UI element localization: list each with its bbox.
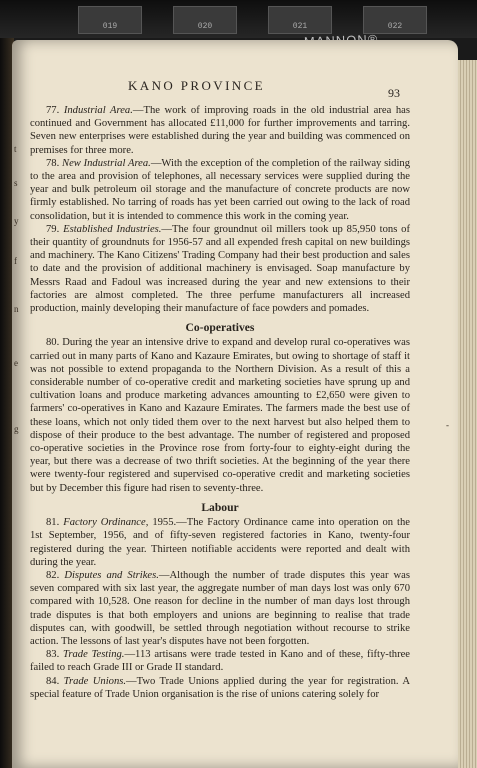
film-frame xyxy=(363,6,427,34)
paragraph-text: —The four groundnut oil millers took up 85,950 tons of their quantity of groundnuts for 1956-57 and all expended fresh capital on new buildings and machinery. The Kano Citizens' Trading Company had their best production and sales to date and the provision of additional machinery is envisaged. Soap manufacture by Messrs Raad and Fadoul was increased during the year and new extensions to their factories are almost completed. The three perfume manufacturers all increased production, mainly developing their manufacture of face powders and pomades. xyxy=(30,223,410,315)
film-frame xyxy=(78,6,142,34)
film-frame xyxy=(173,6,237,34)
page-body xyxy=(30,104,410,701)
paragraph-text: —With the exception of the completion of the railway siding to the area and provision of telephones, all necessary services were supplied during the year and bulk petroleum oil storage and the manufacture of concrete products are now firmly established. No tarring of roads has yet been carried out owing to the lack of road consolidation, but it is intended to commence this work in the coming year. xyxy=(30,157,411,222)
film-frame xyxy=(268,6,332,34)
book-page xyxy=(12,40,458,768)
frame-number: 022 xyxy=(387,22,403,31)
page-number: 93 xyxy=(388,86,400,100)
margin-mark: g xyxy=(14,424,19,434)
paragraph-number: 82. xyxy=(46,569,60,581)
paragraph-number: 78. xyxy=(46,157,60,169)
paragraph-title: Factory Ordinance, xyxy=(63,517,149,529)
paragraph-number: 79. xyxy=(46,223,60,235)
paragraph-text: —Although the number of trade disputes this year was seven compared with six last year, the aggregate number of man days lost was only 670 compared with 10,528. One reason for decline in the number of man days lost through trade disputes is that both employers and unions are beginning to realise that trade disputes can, with goodwill, be settled through negotiation without recourse to strike action. The lessons of last year's disputes have not been forgotten. xyxy=(30,569,410,647)
paragraph-text: —Two Trade Unions applied during the year for registration. A special feature of Trade Union organisation is the rise of unions catering solely for xyxy=(30,675,410,700)
paragraph-title: New Industrial Area. xyxy=(62,157,151,169)
paragraph-number: 83. xyxy=(46,649,60,661)
running-head: KANO PROVINCE xyxy=(128,78,266,93)
frame-number: 019 xyxy=(102,22,118,31)
paragraph-text: —The work of improving roads in the old industrial area has continued and Government has allocated £11,000 for further improvements and tarring. Seven new enterprises were established during the year and building was commenced on premises for three more. xyxy=(30,105,410,156)
paragraph-78 xyxy=(30,157,410,223)
paragraph-79 xyxy=(30,223,410,315)
paragraph-text: During the year an intensive drive to expand and develop rural co-operatives was carried out in many parts of Kano and Kazaure Emirates, but owing to shortage of staff it was not possible to extend propaganda to the Northern Division. As a result of this a considerable number of co-operative credit and marketing societies have sprung up and cultivation loans and produce marketing advances amounting to £2,650 were given to farmers' co-operatives in Kano and Kazaure Emirates. The farmers made the best use of these loans, which not only tided them over to the next harvest but also helped them to dispose of their produce to the best advantage. The number of registered and proposed co-operative societies in the Province rose from forty-four to eighty-eight during the year, but there was a decrease of two thrift societies. At the beginning of the year there were twenty-four registered and supervised co-operative credit and marketing societies but by December this figure had risen to seventy-three. xyxy=(30,337,410,494)
paragraph-title: Industrial Area. xyxy=(63,105,133,116)
paragraph-text: —113 artisans were trade tested in Kano and of these, fifty-three failed to reach Grade III or Grade II standard. xyxy=(30,649,410,674)
paragraph-number: 84. xyxy=(46,675,60,687)
paragraph-83 xyxy=(30,648,410,674)
frame-number: 020 xyxy=(197,22,213,31)
film-strip xyxy=(0,0,477,38)
page-edges xyxy=(455,60,477,768)
frame-number: 021 xyxy=(292,22,308,31)
section-heading-cooperatives: Co-operatives xyxy=(185,321,255,335)
paragraph-title: Established Industries. xyxy=(63,223,162,235)
paragraph-title: Trade Unions. xyxy=(63,675,127,687)
paragraph-text: 1955.—The Factory Ordinance came into operation on the 1st September, 1956, and of fifty-seven registered factories in Kano, twenty-four registered during the year. Thirteen notifiable accidents were reported and dealt with during the year. xyxy=(30,517,411,568)
paragraph-title: Disputes and Strikes. xyxy=(64,569,159,581)
paragraph-number: 81. xyxy=(46,517,60,529)
paragraph-number: 80. xyxy=(46,337,60,349)
margin-mark: e xyxy=(14,358,18,368)
paragraph-title: Trade Testing. xyxy=(63,649,125,661)
paragraph-number: 77. xyxy=(46,105,60,116)
margin-mark: n xyxy=(14,304,19,314)
paragraph-82 xyxy=(30,569,410,648)
margin-mark: t xyxy=(14,144,17,154)
margin-mark: f xyxy=(14,256,17,266)
section-heading-labour: Labour xyxy=(201,500,239,514)
paragraph-77 xyxy=(30,104,410,157)
margin-mark: y xyxy=(14,216,19,226)
margin-mark: s xyxy=(14,178,18,188)
paragraph-84 xyxy=(30,675,410,701)
paragraph-81 xyxy=(30,516,410,569)
margin-mark: - xyxy=(446,420,449,430)
paragraph-80 xyxy=(30,336,410,494)
